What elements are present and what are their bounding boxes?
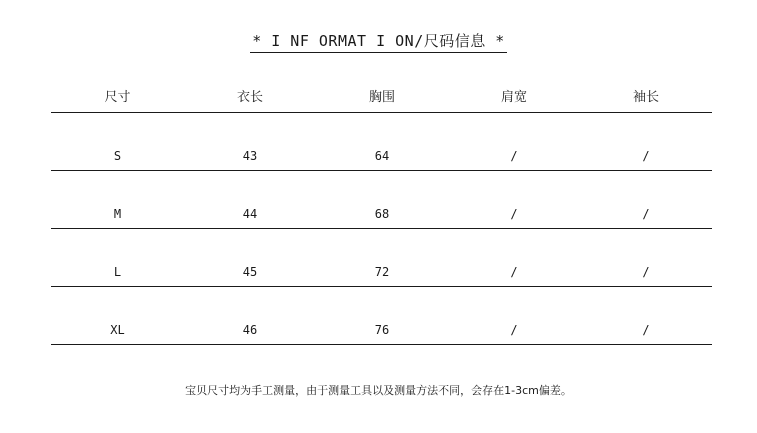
table-cell-length: 44: [242, 207, 258, 221]
table-row: [51, 171, 712, 229]
table-cell-sleeve: /: [642, 207, 650, 221]
table-cell-bust: 72: [374, 265, 390, 279]
table-cell-sleeve: /: [642, 149, 650, 163]
page-title: [0, 30, 757, 53]
table-row: [51, 229, 712, 287]
header-length: 衣长: [236, 90, 263, 105]
table-cell-shoulder: /: [510, 265, 518, 279]
table-cell-bust: 68: [374, 207, 390, 221]
table-cell-size: L: [113, 265, 122, 279]
table-cell-size: S: [113, 149, 122, 163]
table-cell-sleeve: /: [642, 265, 650, 279]
page-title-text: * I NF ORMAT I ON/尺码信息 *: [250, 30, 507, 53]
table-cell-length: 46: [242, 323, 258, 337]
size-table: [51, 84, 712, 345]
table-cell-length: 45: [242, 265, 258, 279]
table-row: [51, 113, 712, 171]
header-shoulder: 肩宽: [500, 90, 527, 105]
table-cell-shoulder: /: [510, 207, 518, 221]
table-cell-shoulder: /: [510, 323, 518, 337]
table-cell-size: XL: [110, 323, 125, 337]
table-cell-bust: 76: [374, 323, 390, 337]
header-sleeve: 袖长: [632, 90, 659, 105]
table-header-row: [51, 84, 712, 113]
table-cell-sleeve: /: [642, 323, 650, 337]
table-row: [51, 287, 712, 345]
header-bust: 胸围: [368, 90, 395, 105]
measurement-note: 宝贝尺寸均为手工测量，由于测量工具以及测量方法不同，会存在1-3cm偏差。: [185, 384, 572, 397]
header-size: 尺寸: [104, 90, 131, 105]
table-cell-bust: 64: [374, 149, 390, 163]
table-cell-length: 43: [242, 149, 258, 163]
table-cell-shoulder: /: [510, 149, 518, 163]
table-cell-size: M: [113, 207, 122, 221]
